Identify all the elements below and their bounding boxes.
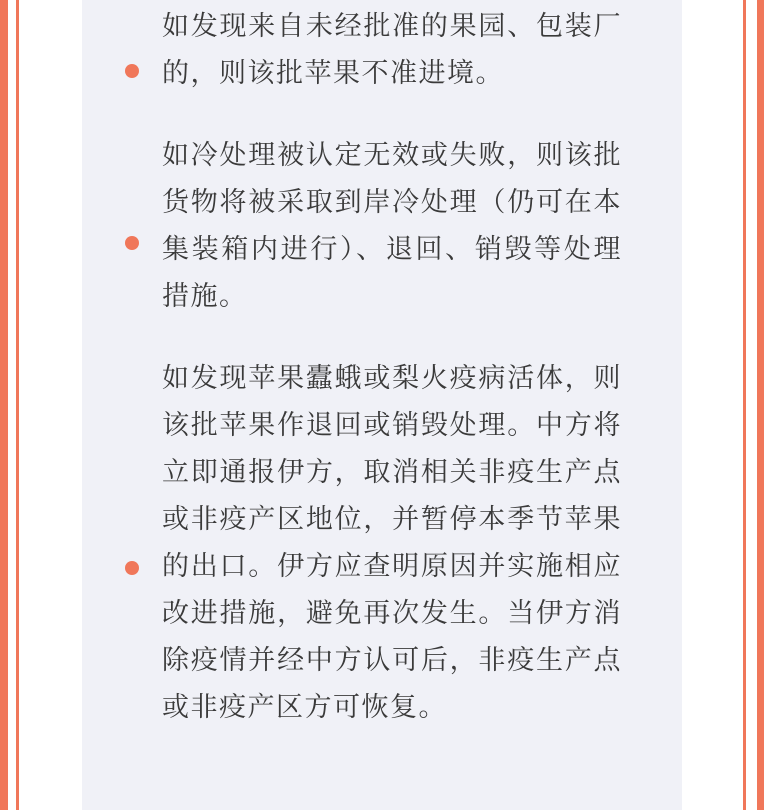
list-item-text: 如冷处理被认定无效或失败，则该批货物将被采取到岸冷处理（仍可在本集装箱内进行）、退回、销毁等处理措施。 <box>162 140 622 312</box>
left-inner-border <box>16 0 19 810</box>
bullet-dot <box>125 561 139 575</box>
right-outer-border <box>757 0 764 810</box>
right-inner-border <box>743 0 746 810</box>
left-outer-border <box>0 0 8 810</box>
bullet-dot <box>125 64 139 78</box>
content-panel <box>82 0 682 810</box>
list-item-text: 如发现来自未经批准的果园、包装厂的，则该批苹果不准进境。 <box>162 11 622 89</box>
list-item-text: 如发现苹果蠹蛾或梨火疫病活体，则该批苹果作退回或销毁处理。中方将立即通报伊方，取消相关非疫生产点或非疫产区地位，并暂停本季节苹果的出口。伊方应查明原因并实施相应改进措施，避免再次发生。当伊方消除疫情并经中方认可后，非疫生产点或非疫产区方可恢复。 <box>162 363 622 723</box>
bullet-dot <box>125 236 139 250</box>
